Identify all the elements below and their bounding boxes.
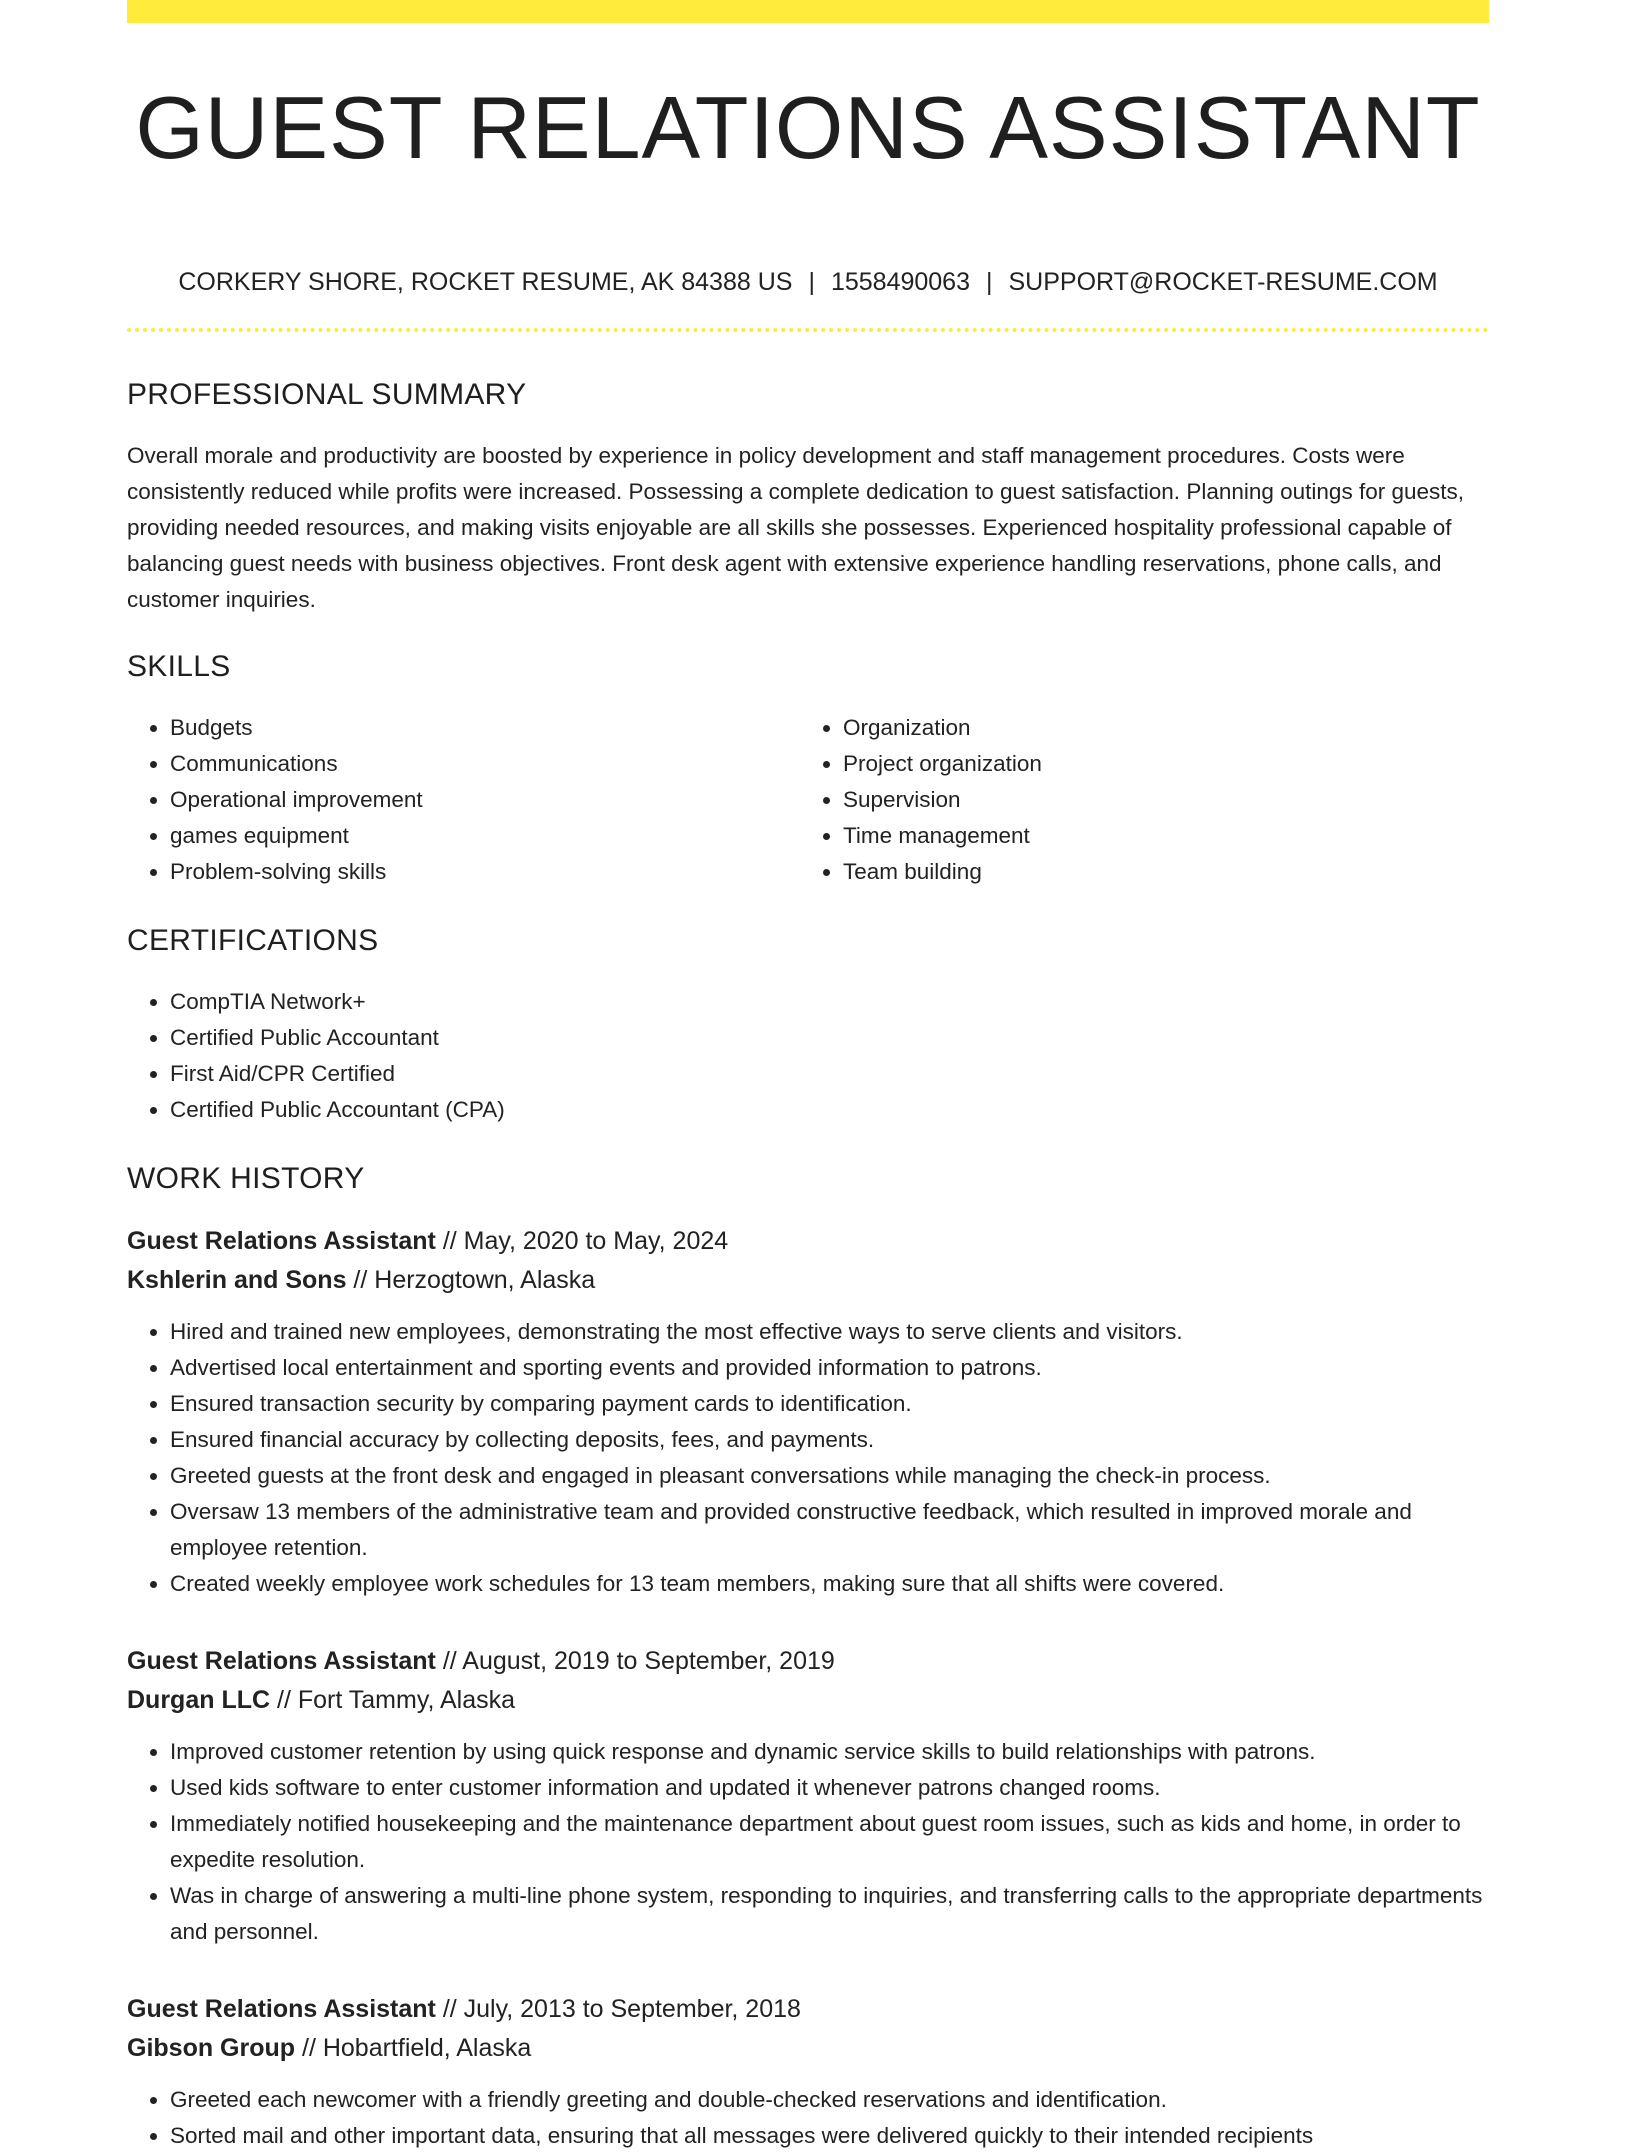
contact-separator: | (808, 268, 815, 296)
job-title: Guest Relations Assistant (127, 1995, 436, 2023)
job-bullet: • Advertised local entertainment and sporting events and provided information to patrons. (170, 1350, 1489, 1386)
accent-bar (127, 0, 1489, 23)
job-title-line (127, 1990, 1489, 2028)
job-company-line (127, 2028, 1489, 2068)
contact-phone: 1558490063 (830, 268, 970, 296)
job-entry (127, 1642, 1489, 1950)
job-dates: // August, 2019 to September, 2019 (435, 1647, 835, 1675)
job-bullet: • Created weekly employee work schedules for 13 team members, making sure that all shifts were covered. (170, 1566, 1489, 1602)
summary-heading: PROFESSIONAL SUMMARY (127, 378, 527, 411)
skill-item: • Team building (843, 854, 1473, 890)
dotted-divider (127, 328, 1489, 332)
job-title: Guest Relations Assistant (127, 1227, 436, 1255)
certification-item: • CompTIA Network+ (170, 984, 1489, 1020)
skill-item: • Budgets (170, 710, 800, 746)
job-entry (127, 1222, 1489, 1602)
job-bullet: • Greeted each newcomer with a friendly greeting and double-checked reservations and identification. (170, 2082, 1489, 2118)
job-location: // Hobartfield, Alaska (295, 2034, 532, 2062)
summary-text: Overall morale and productivity are boosted by experience in policy development and staff management procedures. Costs were consistently reduced while profits were increased. Possessing a complete dedication to guest satisfaction. Planning outings for guests, providing needed resources, and making visits enjoyable are all skills she possesses. Experienced hospitality professional capable of balancing guest needs with business objectives. Front desk agent with extensive experience handling reservations, phone calls, and customer inquiries. (127, 443, 1464, 612)
certification-item: • Certified Public Accountant (170, 1020, 1489, 1056)
work-history-heading: WORK HISTORY (127, 1162, 365, 1195)
certifications-heading: CERTIFICATIONS (127, 924, 379, 957)
job-bullet: • Used kids software to enter customer information and updated it whenever patrons changed rooms. (170, 1770, 1489, 1806)
job-bullet: • Oversaw 13 members of the administrative team and provided constructive feedback, which resulted in improved morale and employee retention. (170, 1494, 1489, 1566)
skills-left-list (127, 710, 800, 890)
certifications-list (127, 984, 1489, 1128)
job-company-line (127, 1680, 1489, 1720)
contact-separator: | (986, 268, 993, 296)
skills-right-list (800, 710, 1473, 890)
job-title-line (127, 1642, 1489, 1680)
job-title-line (127, 1222, 1489, 1260)
job-dates: // July, 2013 to September, 2018 (435, 1995, 801, 2023)
job-entry (127, 1990, 1489, 2154)
skill-item: • Project organization (843, 746, 1473, 782)
skill-item: • games equipment (170, 818, 800, 854)
skill-item: • Time management (843, 818, 1473, 854)
job-dates: // May, 2020 to May, 2024 (435, 1227, 729, 1255)
job-bullets (127, 1734, 1489, 1950)
job-bullet: • Ensured financial accuracy by collecting deposits, fees, and payments. (170, 1422, 1489, 1458)
job-location: // Fort Tammy, Alaska (270, 1686, 516, 1714)
job-company: Durgan LLC (127, 1686, 271, 1714)
job-bullet: • Sorted mail and other important data, ensuring that all messages were delivered quickly to their intended recipients (170, 2118, 1489, 2154)
job-bullet: • Was in charge of answering a multi-line phone system, responding to inquiries, and transferring calls to the appropriate departments and personnel. (170, 1878, 1489, 1950)
contact-address: CORKERY SHORE, ROCKET RESUME, AK 84388 US (178, 268, 793, 296)
certification-item: • Certified Public Accountant (CPA) (170, 1092, 1489, 1128)
skills-heading: SKILLS (127, 650, 231, 683)
contact-line (127, 266, 1489, 298)
job-bullet: • Immediately notified housekeeping and the maintenance department about guest room issues, such as kids and home, in order to expedite resolution. (170, 1806, 1489, 1878)
job-bullet: • Greeted guests at the front desk and engaged in pleasant conversations while managing the check-in process. (170, 1458, 1489, 1494)
resume-content (127, 78, 1489, 2154)
job-bullets (127, 2082, 1489, 2154)
job-title: Guest Relations Assistant (127, 1647, 436, 1675)
job-company: Kshlerin and Sons (127, 1266, 347, 1294)
job-bullet: • Ensured transaction security by comparing payment cards to identification. (170, 1386, 1489, 1422)
skill-item: • Operational improvement (170, 782, 800, 818)
job-company: Gibson Group (127, 2034, 296, 2062)
job-bullets (127, 1314, 1489, 1602)
job-bullet: • Improved customer retention by using quick response and dynamic service skills to build relationships with patrons. (170, 1734, 1489, 1770)
skill-item: • Supervision (843, 782, 1473, 818)
skill-item: • Communications (170, 746, 800, 782)
contact-email: SUPPORT@ROCKET-RESUME.COM (1008, 268, 1438, 296)
certification-item: • First Aid/CPR Certified (170, 1056, 1489, 1092)
job-company-line (127, 1260, 1489, 1300)
resume-name: GUEST RELATIONS ASSISTANT (135, 78, 1481, 177)
skills-columns (127, 710, 1489, 890)
skill-item: • Problem-solving skills (170, 854, 800, 890)
job-bullet: • Hired and trained new employees, demonstrating the most effective ways to serve clients and visitors. (170, 1314, 1489, 1350)
job-location: // Herzogtown, Alaska (346, 1266, 596, 1294)
skill-item: • Organization (843, 710, 1473, 746)
